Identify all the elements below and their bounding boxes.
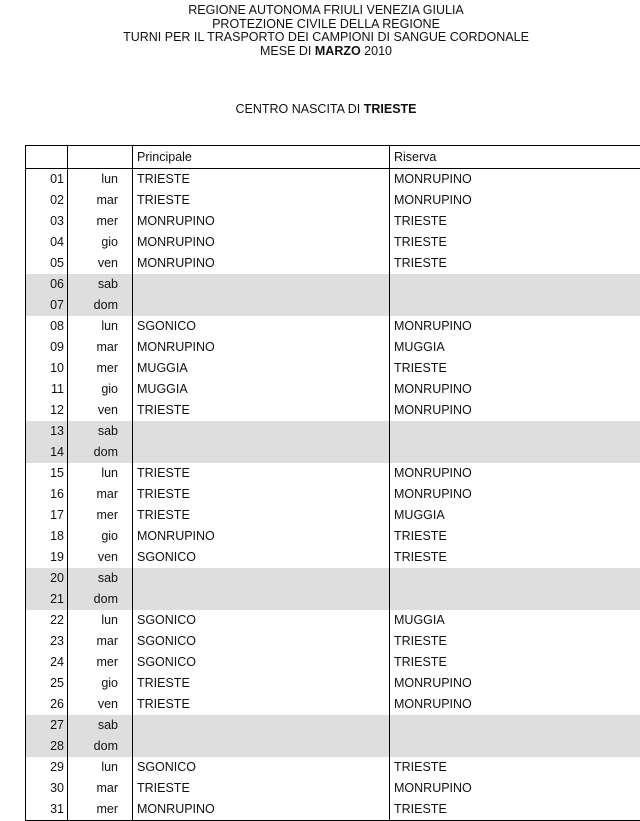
riserva-cell (390, 274, 640, 295)
weekday-cell: mer (68, 652, 133, 673)
weekday-cell: sab (68, 568, 133, 589)
weekday-cell: mer (68, 211, 133, 232)
riserva-cell (390, 715, 640, 736)
day-number-cell: 10 (26, 358, 68, 379)
column-header-principale: Principale (133, 146, 390, 169)
table-row (26, 799, 640, 821)
weekday-cell: dom (68, 589, 133, 610)
weekday-cell: ven (68, 253, 133, 274)
weekday-cell: mar (68, 778, 133, 799)
table-row (26, 232, 640, 253)
header-department: PROTEZIONE CIVILE DELLA REGIONE (0, 18, 640, 32)
riserva-cell: TRIESTE (390, 358, 640, 379)
table-row (26, 673, 640, 694)
column-header-day-number (26, 146, 68, 169)
weekday-cell: dom (68, 295, 133, 316)
day-number-cell: 16 (26, 484, 68, 505)
table-row (26, 736, 640, 757)
day-number-cell: 06 (26, 274, 68, 295)
day-number-cell: 07 (26, 295, 68, 316)
riserva-cell: MONRUPINO (390, 463, 640, 484)
principale-cell: TRIESTE (133, 484, 390, 505)
principale-cell: SGONICO (133, 610, 390, 631)
riserva-cell: TRIESTE (390, 631, 640, 652)
day-number-cell: 14 (26, 442, 68, 463)
column-header-weekday (68, 146, 133, 169)
table-row (26, 610, 640, 631)
table-row (26, 442, 640, 463)
table-row (26, 421, 640, 442)
table-row (26, 757, 640, 778)
weekday-cell: sab (68, 421, 133, 442)
table-row (26, 505, 640, 526)
table-row (26, 547, 640, 568)
riserva-cell (390, 589, 640, 610)
principale-cell: MONRUPINO (133, 799, 390, 821)
riserva-cell: TRIESTE (390, 526, 640, 547)
weekday-cell: gio (68, 232, 133, 253)
principale-cell: TRIESTE (133, 190, 390, 211)
weekday-cell: ven (68, 400, 133, 421)
weekday-cell: gio (68, 379, 133, 400)
riserva-cell: MUGGIA (390, 337, 640, 358)
weekday-cell: mar (68, 190, 133, 211)
principale-cell (133, 421, 390, 442)
table-row (26, 778, 640, 799)
table-row (26, 463, 640, 484)
weekday-cell: mer (68, 799, 133, 821)
day-number-cell: 11 (26, 379, 68, 400)
principale-cell: SGONICO (133, 652, 390, 673)
principale-cell: MONRUPINO (133, 337, 390, 358)
center-title (0, 102, 640, 116)
table-row (26, 358, 640, 379)
riserva-cell (390, 421, 640, 442)
weekday-cell: dom (68, 442, 133, 463)
weekday-cell: lun (68, 757, 133, 778)
principale-cell: MONRUPINO (133, 211, 390, 232)
table-row (26, 589, 640, 610)
table-row (26, 652, 640, 673)
principale-cell: TRIESTE (133, 463, 390, 484)
weekday-cell: gio (68, 673, 133, 694)
day-number-cell: 12 (26, 400, 68, 421)
day-number-cell: 22 (26, 610, 68, 631)
riserva-cell: MONRUPINO (390, 694, 640, 715)
principale-cell (133, 295, 390, 316)
principale-cell: MONRUPINO (133, 232, 390, 253)
principale-cell: MONRUPINO (133, 253, 390, 274)
table-row (26, 337, 640, 358)
table-row (26, 316, 640, 337)
principale-cell (133, 442, 390, 463)
day-number-cell: 08 (26, 316, 68, 337)
riserva-cell (390, 736, 640, 757)
header-month-prefix: MESE DI (260, 44, 315, 58)
principale-cell: MUGGIA (133, 358, 390, 379)
principale-cell: TRIESTE (133, 694, 390, 715)
schedule-table (25, 145, 640, 821)
table-row (26, 484, 640, 505)
day-number-cell: 26 (26, 694, 68, 715)
weekday-cell: mer (68, 505, 133, 526)
table-row (26, 631, 640, 652)
riserva-cell: MONRUPINO (390, 673, 640, 694)
day-number-cell: 21 (26, 589, 68, 610)
day-number-cell: 28 (26, 736, 68, 757)
day-number-cell: 03 (26, 211, 68, 232)
day-number-cell: 25 (26, 673, 68, 694)
header-month-name: MARZO (315, 44, 361, 58)
riserva-cell (390, 442, 640, 463)
day-number-cell: 04 (26, 232, 68, 253)
table-row (26, 526, 640, 547)
day-number-cell: 19 (26, 547, 68, 568)
principale-cell: TRIESTE (133, 673, 390, 694)
principale-cell (133, 715, 390, 736)
table-row (26, 379, 640, 400)
riserva-cell: MONRUPINO (390, 379, 640, 400)
principale-cell: SGONICO (133, 631, 390, 652)
riserva-cell: TRIESTE (390, 757, 640, 778)
weekday-cell: lun (68, 463, 133, 484)
table-row (26, 400, 640, 421)
riserva-cell: MUGGIA (390, 610, 640, 631)
riserva-cell (390, 568, 640, 589)
table-header-row (26, 146, 640, 169)
principale-cell: SGONICO (133, 547, 390, 568)
riserva-cell: TRIESTE (390, 253, 640, 274)
day-number-cell: 01 (26, 169, 68, 191)
principale-cell (133, 736, 390, 757)
riserva-cell: TRIESTE (390, 652, 640, 673)
day-number-cell: 13 (26, 421, 68, 442)
riserva-cell: TRIESTE (390, 211, 640, 232)
day-number-cell: 20 (26, 568, 68, 589)
day-number-cell: 18 (26, 526, 68, 547)
table-row (26, 253, 640, 274)
principale-cell (133, 589, 390, 610)
table-row (26, 211, 640, 232)
table-row (26, 568, 640, 589)
center-title-city: TRIESTE (364, 102, 417, 116)
day-number-cell: 23 (26, 631, 68, 652)
day-number-cell: 27 (26, 715, 68, 736)
principale-cell: TRIESTE (133, 169, 390, 191)
riserva-cell: MONRUPINO (390, 190, 640, 211)
document-header (0, 4, 640, 58)
riserva-cell: MONRUPINO (390, 778, 640, 799)
principale-cell: SGONICO (133, 316, 390, 337)
riserva-cell: TRIESTE (390, 799, 640, 821)
weekday-cell: dom (68, 736, 133, 757)
weekday-cell: sab (68, 715, 133, 736)
weekday-cell: mar (68, 484, 133, 505)
day-number-cell: 24 (26, 652, 68, 673)
header-region: REGIONE AUTONOMA FRIULI VENEZIA GIULIA (0, 4, 640, 18)
weekday-cell: mer (68, 358, 133, 379)
riserva-cell: MUGGIA (390, 505, 640, 526)
table-row (26, 295, 640, 316)
header-month-year: 2010 (361, 44, 392, 58)
table-row (26, 190, 640, 211)
principale-cell: MUGGIA (133, 379, 390, 400)
weekday-cell: sab (68, 274, 133, 295)
riserva-cell: MONRUPINO (390, 484, 640, 505)
day-number-cell: 31 (26, 799, 68, 821)
weekday-cell: ven (68, 694, 133, 715)
principale-cell: SGONICO (133, 757, 390, 778)
riserva-cell: MONRUPINO (390, 316, 640, 337)
riserva-cell: TRIESTE (390, 547, 640, 568)
principale-cell: TRIESTE (133, 400, 390, 421)
principale-cell: TRIESTE (133, 505, 390, 526)
header-month (0, 45, 640, 59)
day-number-cell: 15 (26, 463, 68, 484)
principale-cell (133, 568, 390, 589)
weekday-cell: lun (68, 169, 133, 191)
day-number-cell: 17 (26, 505, 68, 526)
day-number-cell: 05 (26, 253, 68, 274)
day-number-cell: 29 (26, 757, 68, 778)
table-row (26, 715, 640, 736)
weekday-cell: mar (68, 631, 133, 652)
weekday-cell: gio (68, 526, 133, 547)
header-subject: TURNI PER IL TRASPORTO DEI CAMPIONI DI SANGUE CORDONALE (0, 31, 640, 45)
riserva-cell: MONRUPINO (390, 400, 640, 421)
weekday-cell: lun (68, 610, 133, 631)
weekday-cell: lun (68, 316, 133, 337)
principale-cell: TRIESTE (133, 778, 390, 799)
riserva-cell: MONRUPINO (390, 169, 640, 191)
riserva-cell: TRIESTE (390, 232, 640, 253)
day-number-cell: 02 (26, 190, 68, 211)
weekday-cell: ven (68, 547, 133, 568)
center-title-prefix: CENTRO NASCITA DI (235, 102, 363, 116)
riserva-cell (390, 295, 640, 316)
table-row (26, 169, 640, 191)
principale-cell (133, 274, 390, 295)
weekday-cell: mar (68, 337, 133, 358)
schedule-table-body (26, 146, 640, 821)
day-number-cell: 30 (26, 778, 68, 799)
table-row (26, 274, 640, 295)
principale-cell: MONRUPINO (133, 526, 390, 547)
column-header-riserva: Riserva (390, 146, 640, 169)
day-number-cell: 09 (26, 337, 68, 358)
table-row (26, 694, 640, 715)
